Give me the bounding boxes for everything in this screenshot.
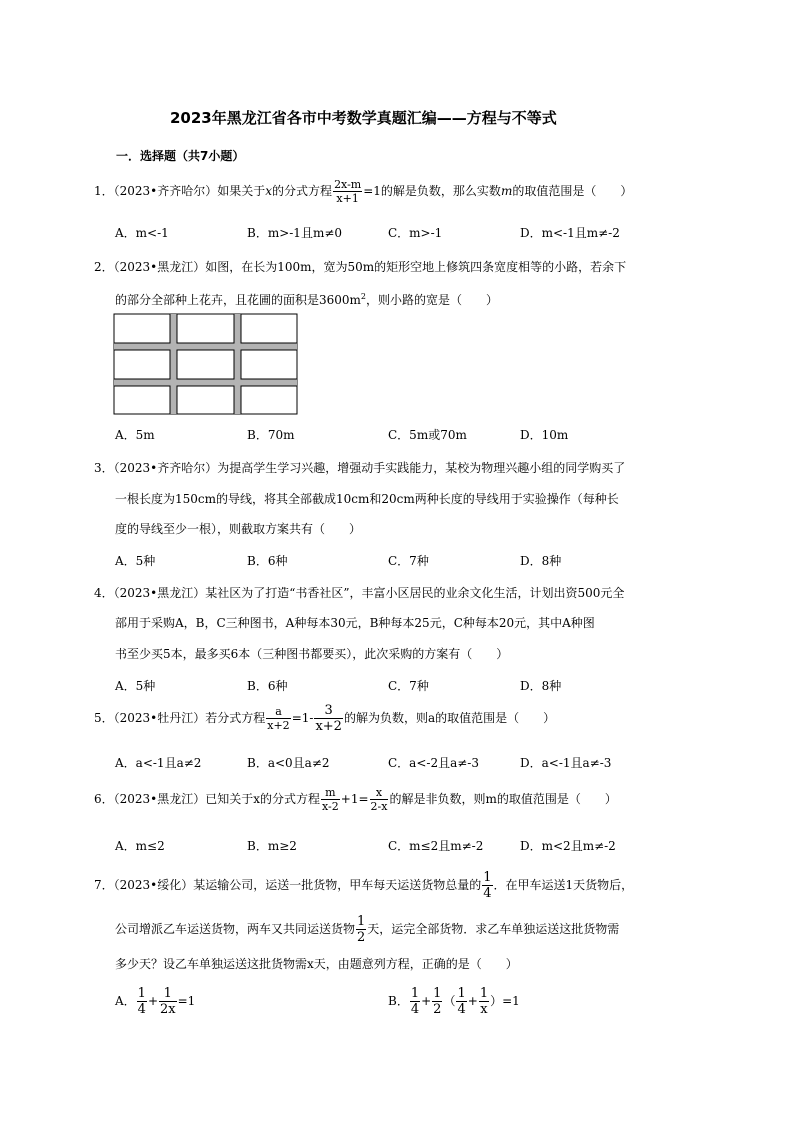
q7-optA-f2-num: 1 — [159, 986, 177, 1002]
q7-option-b[interactable] — [388, 986, 520, 1017]
question-4-line-2: 部用于采购A，B，C三种图书，A种每本30元，B种每本25元，C种每本20元，其中A种图 — [115, 616, 595, 630]
q7-optB-f2-den: 2 — [433, 1002, 442, 1017]
q1-text-pre: 1．（2023•齐齐哈尔）如果关于 — [94, 184, 266, 198]
q2-line2-sup: 2 — [360, 292, 367, 301]
q7-line1-fraction — [482, 870, 492, 901]
garden-outer-rect — [114, 314, 297, 414]
q7-optA-f1-num: 1 — [137, 986, 146, 1001]
q7-optB-f3-num: 1 — [457, 986, 466, 1001]
section-heading: 一．选择题（共7小题） — [116, 149, 245, 163]
q6-option-b[interactable]: B．m≥2 — [247, 839, 297, 853]
q6-fraction-1 — [321, 786, 340, 813]
page-title: 2023年黑龙江省各市中考数学真题汇编——方程与不等式 — [170, 109, 557, 127]
q3-option-a[interactable]: A．5种 — [115, 554, 156, 568]
question-7-line-3: 多少天？设乙车单独运送这批货物需x天，由题意列方程，正确的是（ ） — [115, 957, 518, 971]
q7-l2-num: 1 — [357, 914, 366, 929]
q7-optB-f3-den: 4 — [457, 1002, 466, 1017]
question-2-line-2 — [115, 289, 498, 308]
q7-optB-fraction-4 — [479, 986, 489, 1017]
q5-text-mid: =1- — [291, 711, 314, 725]
question-3-line-3: 度的导线至少一根），则截取方案共有（ ） — [115, 522, 362, 536]
q2-option-b[interactable]: B．70m — [247, 428, 295, 442]
q1-var-m: m — [500, 184, 513, 198]
q4-option-d[interactable]: D．8种 — [520, 679, 562, 693]
path-horizontal-1 — [114, 343, 297, 350]
q1-option-b[interactable]: B．m>-1且m≠0 — [247, 226, 343, 240]
q7-optB-paren-close: ） — [490, 994, 503, 1008]
q5-option-a[interactable]: A．a<-1且a≠2 — [115, 756, 202, 770]
q1-frac-den: x+1 — [336, 192, 359, 205]
q1-frac-num: 2x-m — [334, 178, 362, 191]
q7-optA-plus: + — [147, 994, 159, 1008]
q6-text-pre: 6．（2023•黑龙江）已知关于x的分式方程 — [94, 792, 321, 806]
q7-line2-fraction — [356, 914, 366, 945]
q7-optB-f2-num: 1 — [433, 986, 442, 1001]
question-7-line-2 — [115, 914, 619, 945]
q7-optB-plus: + — [421, 994, 432, 1008]
q5-fraction-1 — [266, 705, 290, 732]
q7-optB-fraction-2 — [432, 986, 442, 1017]
q5-f2-num: 3 — [314, 703, 343, 719]
question-7-line-1 — [94, 870, 633, 901]
q1-option-d[interactable]: D．m<-1且m≠-2 — [520, 226, 620, 240]
q4-option-c[interactable]: C．7种 — [388, 679, 429, 693]
q7-optB-f4-den: x — [480, 1002, 488, 1017]
q6-option-a[interactable]: A．m≤2 — [115, 839, 165, 853]
q5-option-c[interactable]: C．a<-2且a≠-3 — [388, 756, 479, 770]
question-2-line-1: 2．（2023•黑龙江）如图，在长为100m，宽为50m的矩形空地上修筑四条宽度相等的小路，若余下 — [94, 260, 627, 274]
q4-option-a[interactable]: A．5种 — [115, 679, 156, 693]
q1-option-a[interactable]: A．m<-1 — [115, 226, 169, 240]
q1-fraction — [333, 178, 362, 205]
q7-optA-fraction-2 — [159, 986, 177, 1017]
q1-var-x: x — [265, 184, 273, 198]
q1-option-c[interactable]: C．m>-1 — [388, 226, 443, 240]
question-4-line-3: 书至少买5本，最多买6本（三种图书都要买），此次采购的方案有（ ） — [115, 647, 509, 661]
q7-optB-f1-num: 1 — [410, 986, 420, 1001]
q7-line2-pre: 公司增派乙车运送货物，两车又共同运送货物 — [115, 922, 356, 936]
q7-optB-f4-num: 1 — [479, 986, 489, 1001]
q7-optB-fraction-1 — [410, 986, 420, 1017]
q5-option-d[interactable]: D．a<-1且a≠-3 — [520, 756, 612, 770]
q7-optB-paren-open: （ — [443, 994, 456, 1008]
q7-optA-label: A． — [115, 994, 136, 1008]
q7-l2-den: 2 — [357, 930, 366, 945]
q2-option-a[interactable]: A．5m — [115, 428, 155, 442]
q7-option-a[interactable] — [115, 986, 195, 1017]
q3-option-d[interactable]: D．8种 — [520, 554, 562, 568]
q5-text-post: 的解为负数，则a的取值范围是（ ） — [343, 711, 556, 725]
q7-line1-pre: 7．（2023•绥化）某运输公司，运送一批货物，甲车每天运送货物总量的 — [94, 878, 482, 892]
q1-text-mid: 的分式方程 — [272, 184, 333, 198]
q6-f2-den: 2-x — [370, 800, 388, 813]
q7-optA-fraction-1 — [137, 986, 147, 1017]
q3-option-c[interactable]: C．7种 — [388, 554, 429, 568]
path-vertical-2 — [234, 314, 241, 414]
q7-line1-post: ．在甲车运送1天货物后， — [493, 878, 634, 892]
q5-text-pre: 5．（2023•牡丹江）若分式方程 — [94, 711, 266, 725]
q7-l1-num: 1 — [483, 870, 492, 885]
path-vertical-1 — [170, 314, 177, 414]
q3-option-b[interactable]: B．6种 — [247, 554, 288, 568]
q6-f2-num: x — [370, 786, 389, 800]
q7-optB-f1-den: 4 — [410, 1002, 420, 1017]
q7-optB-eq: =1 — [502, 994, 520, 1008]
q2-line2-post: ，则小路的宽是（ ） — [366, 293, 499, 307]
q6-text-mid: +1= — [340, 792, 369, 806]
question-4-line-1: 4．（2023•黑龙江）某社区为了打造“书香社区”，丰富小区居民的业余文化生活，计划出资500元全 — [94, 586, 625, 600]
question-3-line-2: 一根长度为150cm的导线，将其全部截成10cm和20cm两种长度的导线用于实验操作（每种长 — [115, 492, 619, 506]
path-horizontal-2 — [114, 379, 297, 386]
q5-fraction-2 — [314, 703, 343, 734]
q7-line2-post: 天，运完全部货物．求乙车单独运送这批货物需 — [367, 922, 620, 936]
q2-option-d[interactable]: D．10m — [520, 428, 569, 442]
question-6-stem — [94, 786, 617, 813]
q2-line2-pre: 的部分全部种上花卉，且花圃的面积是3600m — [115, 293, 361, 307]
q7-optB-label: B． — [388, 994, 409, 1008]
q2-option-c[interactable]: C．5m或70m — [388, 428, 467, 442]
q1-text-post1: 的解是负数，那么实数 — [380, 184, 501, 198]
q7-optA-f1-den: 4 — [137, 1002, 146, 1017]
q7-optA-eq: =1 — [177, 994, 196, 1008]
question-5-stem — [94, 703, 555, 734]
q6-f1-den: x-2 — [322, 800, 339, 813]
question-3-line-1: 3．（2023•齐齐哈尔）为提高学生学习兴趣，增强动手实践能力，某校为物理兴趣小组的同学购买了 — [94, 461, 626, 475]
q7-optA-f2-den: 2x — [160, 1002, 176, 1017]
q5-f1-den: x+2 — [267, 719, 290, 732]
q6-text-post: 的解是非负数，则m的取值范围是（ ） — [389, 792, 617, 806]
q4-option-b[interactable]: B．6种 — [247, 679, 288, 693]
q6-f1-num: m — [321, 786, 340, 800]
q5-f1-num: a — [266, 705, 290, 719]
q6-option-d[interactable]: D．m<2且m≠-2 — [520, 839, 616, 853]
q5-f2-den: x+2 — [315, 719, 342, 734]
q6-fraction-2 — [370, 786, 389, 813]
q7-optB-fraction-3 — [456, 986, 466, 1017]
question-1-stem — [94, 178, 632, 205]
garden-figure — [113, 313, 299, 416]
q1-eq: =1 — [363, 184, 381, 198]
q1-text-post2: 的取值范围是（ ） — [512, 184, 633, 198]
q7-l1-den: 4 — [483, 886, 492, 901]
q7-optB-plus2: + — [467, 994, 478, 1008]
q6-option-c[interactable]: C．m≤2且m≠-2 — [388, 839, 484, 853]
q5-option-b[interactable]: B．a<0且a≠2 — [247, 756, 330, 770]
